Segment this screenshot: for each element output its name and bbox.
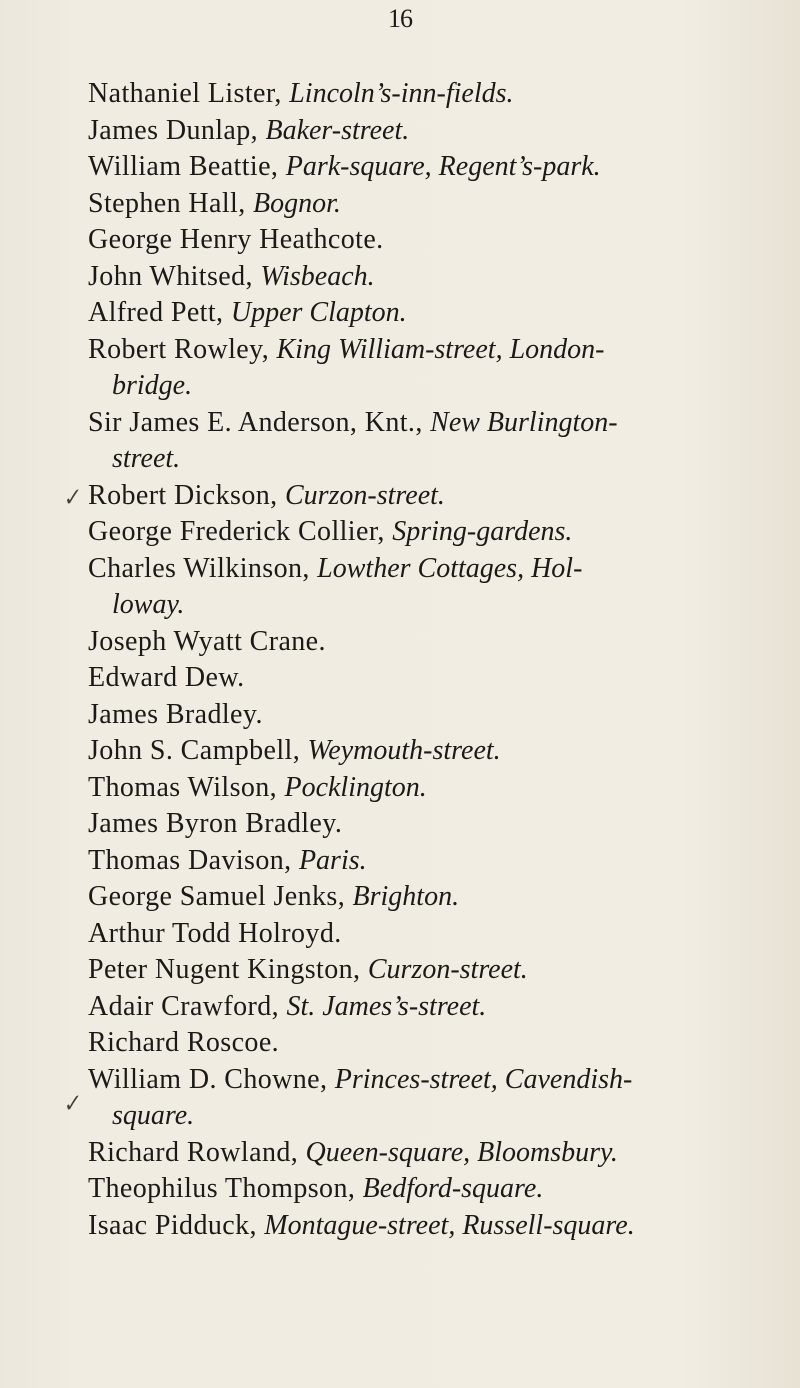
entry-name: Charles Wilkinson, <box>88 552 318 584</box>
list-item <box>88 295 788 332</box>
entry-address: Curzon-street. <box>367 954 528 985</box>
entry-name: Nathaniel Lister, <box>88 78 290 109</box>
list-item <box>88 952 788 989</box>
entry-name: Robert Rowley, <box>88 333 277 365</box>
entry-address: Spring-gardens. <box>392 516 573 547</box>
entry-address: Weymouth-street. <box>307 735 501 766</box>
list-item <box>88 733 788 770</box>
list-item-continuation <box>88 368 788 405</box>
list-item-continuation <box>88 1098 788 1135</box>
list-item <box>88 806 788 843</box>
entry-address: Princes-street, Cavendish- <box>334 1063 633 1095</box>
entry-name: Arthur Todd Holroyd. <box>88 917 342 949</box>
entry-name: John S. Campbell, <box>88 735 308 766</box>
entry-address-continuation: loway. <box>112 589 185 620</box>
entry-name: Stephen Hall, <box>88 187 254 219</box>
entry-address: Bedford-square. <box>362 1173 544 1204</box>
list-item <box>88 551 788 588</box>
entry-address: Baker-street. <box>265 114 410 146</box>
handwritten-tick-mark: ✓ <box>59 1088 83 1118</box>
entry-name: Sir James E. Anderson, Knt., <box>88 406 431 438</box>
list-item <box>88 660 788 697</box>
list-item <box>88 259 788 296</box>
entry-name: James Dunlap, <box>88 114 266 146</box>
entry-name: Robert Dickson, <box>88 479 285 511</box>
list-item <box>88 624 788 661</box>
entry-name: Richard Roscoe. <box>88 1027 280 1058</box>
entry-name: Peter Nugent Kingston, <box>88 954 368 985</box>
entry-address: Wisbeach. <box>260 260 375 292</box>
entry-address: King William-street, London- <box>276 333 605 365</box>
list-item <box>88 770 788 807</box>
list-item <box>88 332 788 369</box>
entry-name: Theophilus Thompson, <box>88 1173 363 1204</box>
entry-name: George Samuel Jenks, <box>88 881 353 912</box>
entry-name: John Whitsed, <box>88 260 261 292</box>
entry-name: George Henry Heathcote. <box>88 224 384 255</box>
entry-name: Isaac Pidduck, <box>88 1209 265 1241</box>
entry-address: Paris. <box>298 844 367 876</box>
entry-address: Pocklington. <box>284 771 427 803</box>
list-item <box>88 879 788 916</box>
list-item <box>88 514 788 551</box>
entry-address: Curzon-street. <box>284 479 445 511</box>
entry-address: Bognor. <box>253 187 341 219</box>
entry-address: St. James’s-street. <box>286 990 487 1022</box>
entry-name: William D. Chowne, <box>88 1063 335 1095</box>
list-item <box>88 697 788 734</box>
list-item <box>88 149 788 186</box>
entry-name: Richard Rowland, <box>88 1136 306 1168</box>
entry-address-continuation: street. <box>112 443 181 474</box>
list-item <box>88 1171 788 1208</box>
entry-address: Park-square, Regent’s-park. <box>285 151 601 182</box>
list-item <box>88 1025 788 1062</box>
entry-address: Lowther Cottages, Hol- <box>317 552 583 584</box>
list-item-continuation <box>88 587 788 624</box>
list-item <box>88 989 788 1026</box>
entry-name: Thomas Wilson, <box>88 771 285 803</box>
handwritten-tick-mark: ✓ <box>59 482 83 512</box>
entry-address: Brighton. <box>352 881 460 912</box>
entry-name: Joseph Wyatt Crane. <box>88 625 326 657</box>
entry-address: Montague-street, Russell-square. <box>264 1209 635 1241</box>
subscriber-list <box>59 76 788 1244</box>
page-number: 16 <box>388 4 412 33</box>
list-item <box>88 843 788 880</box>
entry-name: James Byron Bradley. <box>88 808 343 839</box>
entry-name: James Bradley. <box>88 698 263 730</box>
entry-name: William Beattie, <box>88 151 286 182</box>
list-item <box>88 916 788 953</box>
entry-name: Alfred Pett, <box>88 297 231 328</box>
list-item <box>88 222 788 259</box>
entry-address: Queen-square, Bloomsbury. <box>305 1136 618 1168</box>
entry-name: George Frederick Collier, <box>88 516 393 547</box>
list-item <box>88 405 788 442</box>
entry-name: Thomas Davison, <box>88 844 299 876</box>
list-item <box>88 1208 788 1245</box>
list-item <box>59 478 788 515</box>
list-item <box>88 1135 788 1172</box>
entry-address-continuation: bridge. <box>112 370 193 401</box>
entry-name: Edward Dew. <box>88 662 245 693</box>
entry-address: Upper Clapton. <box>230 297 407 328</box>
list-item <box>88 76 788 113</box>
entry-name: Adair Crawford, <box>88 990 287 1022</box>
entry-address: New Burlington- <box>430 406 618 438</box>
list-item <box>88 186 788 223</box>
list-item-continuation <box>88 441 788 478</box>
entry-address-continuation: square. <box>112 1100 195 1131</box>
list-item <box>88 113 788 150</box>
entry-address: Lincoln’s-inn-fields. <box>289 78 514 109</box>
